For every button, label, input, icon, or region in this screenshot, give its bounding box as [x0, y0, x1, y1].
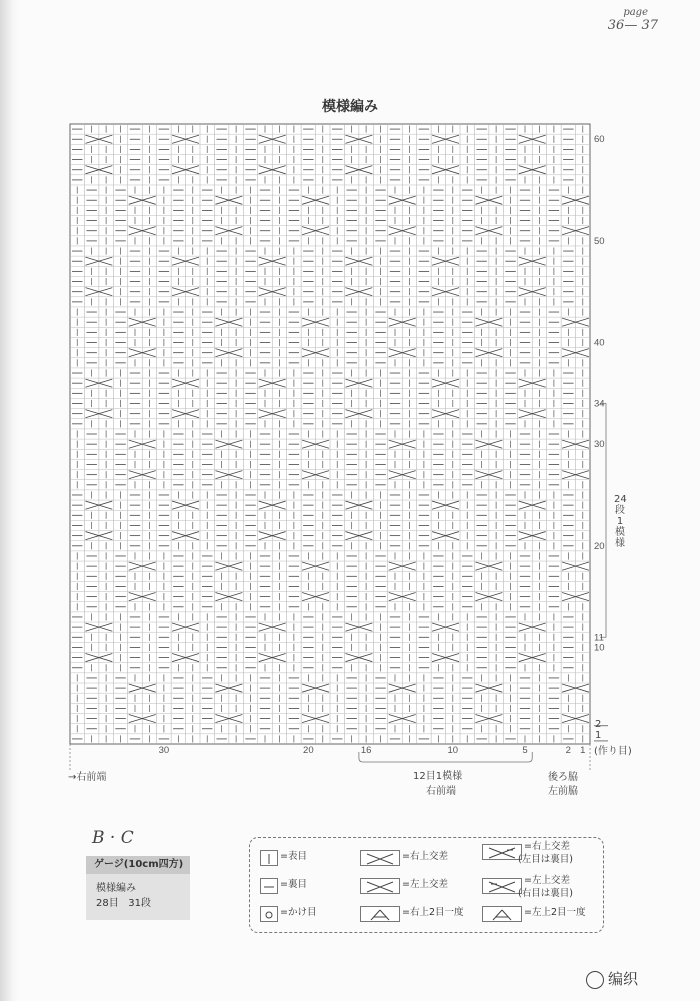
row-label-34: 34 — [594, 398, 605, 410]
row-1-arrow-label: 1 — [595, 730, 602, 741]
col-label-10: 10 — [447, 745, 459, 756]
right-k2tog-symbol-icon — [360, 906, 400, 922]
legend-left-cross-label: =左上交差 — [402, 879, 448, 890]
row-label-11: 11 — [594, 632, 604, 644]
chart-title: 模様編み — [322, 99, 378, 115]
purl-symbol-icon — [260, 878, 278, 894]
legend-right-cross-purl-note: (左目は裏目) — [518, 854, 573, 865]
row-label-50: 50 — [594, 235, 605, 247]
gauge-box — [86, 856, 190, 920]
row-label-60: 60 — [594, 134, 605, 146]
yarn-over-symbol-icon — [260, 906, 278, 922]
page-range: 36— 37 — [607, 18, 658, 33]
row-number-labels — [594, 134, 605, 653]
cast-on-label: (作り目) — [594, 746, 632, 757]
row-label-30: 30 — [594, 439, 605, 451]
row-label-10: 10 — [594, 642, 605, 654]
legend-right-k2tog-label: =右上2目一度 — [402, 907, 464, 918]
legend-right-cross-label: =右上交差 — [402, 851, 448, 862]
wechat-logo-icon — [586, 971, 604, 989]
chart-grid — [70, 124, 590, 744]
right-front-edge-bottom: 右前端 — [426, 786, 456, 797]
left-cross-purl-symbol-icon — [482, 878, 522, 894]
col-label-2: 2 — [565, 745, 571, 756]
legend-purl-label: =裏目 — [280, 879, 307, 890]
repeat-rows-label: 24段1模様 — [614, 494, 627, 549]
right-cross-symbol-icon — [360, 850, 400, 866]
col-label-20: 20 — [303, 745, 314, 756]
col-label-16: 16 — [360, 745, 372, 756]
row-label-40: 40 — [594, 337, 605, 349]
page-word: page — [623, 7, 648, 18]
repeat-cols-label: 12目1模様 — [413, 771, 463, 782]
knit-symbol-icon — [260, 850, 278, 866]
right-cross-purl-symbol-icon — [482, 844, 522, 860]
legend-knit-label: =表目 — [280, 851, 307, 862]
watermark: 编织 — [586, 968, 638, 989]
row-label-20: 20 — [594, 540, 605, 552]
legend-right-cross-purl-label: =右上交差 — [524, 841, 570, 852]
col-label-5: 5 — [522, 745, 528, 756]
legend-yo-label: =かけ目 — [280, 907, 317, 918]
column-number-labels — [159, 745, 586, 756]
back-side-label: 後ろ脇 — [548, 772, 578, 783]
gauge-pattern: 模様編み — [96, 883, 136, 894]
legend-left-cross-purl-note: (右目は裏目) — [518, 888, 573, 899]
gauge-heading: ゲージ(10cm四方) — [86, 856, 190, 874]
right-front-edge-left: →右前端 — [68, 772, 107, 783]
legend-left-k2tog-label: =左上2目一度 — [524, 907, 586, 918]
col-label-1: 1 — [580, 745, 586, 756]
section-label: B · C — [92, 828, 134, 848]
gauge-count: 28目 31段 — [96, 898, 152, 909]
left-k2tog-symbol-icon — [482, 906, 522, 922]
legend-left-cross-purl-label: =左上交差 — [524, 875, 570, 886]
row-2-arrow-label: 2 — [595, 719, 602, 730]
col-label-30: 30 — [158, 745, 170, 756]
symbol-legend — [249, 837, 604, 933]
left-cross-symbol-icon — [360, 878, 400, 894]
left-front-side-label: 左前脇 — [548, 786, 578, 797]
